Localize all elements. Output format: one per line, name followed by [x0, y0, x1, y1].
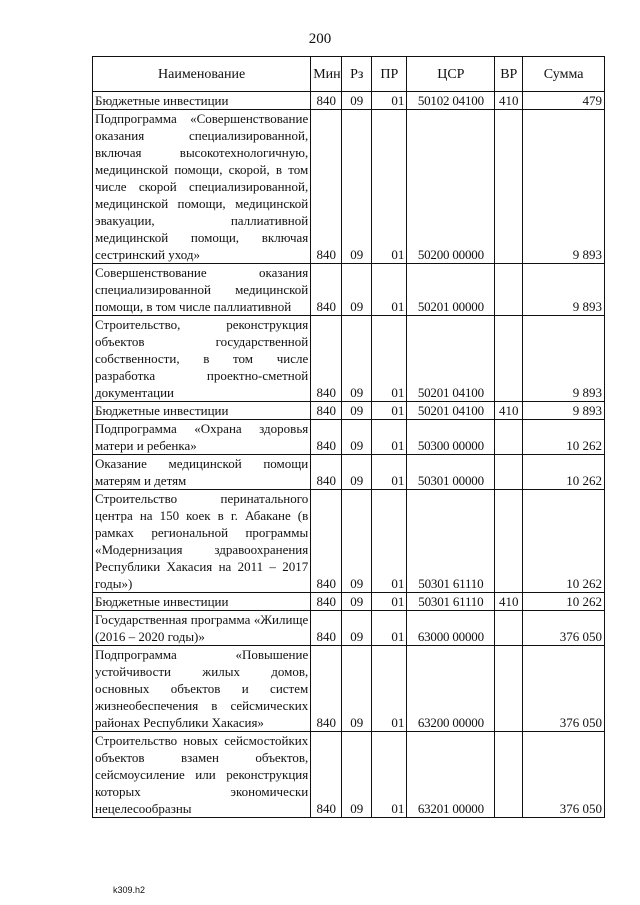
cell-csr: 50201 00000	[407, 264, 495, 316]
table-row	[93, 316, 605, 402]
cell-rz: 09	[342, 490, 372, 593]
cell-sum: 376 050	[523, 732, 605, 818]
table-row	[93, 455, 605, 490]
table-row	[93, 611, 605, 646]
table-row	[93, 490, 605, 593]
cell-name: Оказание медицинской помощи матерям и детям	[93, 455, 311, 490]
cell-rz: 09	[342, 110, 372, 264]
header-vr: ВР	[495, 57, 523, 92]
cell-csr: 50301 00000	[407, 455, 495, 490]
cell-name: Подпрограмма «Совершенствование оказания специализированной, включая высокотехнологичную, медицинской помощи, скорой, в том числе скорой специализированной, медицинской помощи, медицинской эвакуации, паллиативной медицинской помощи, включая сестринский уход»	[93, 110, 311, 264]
cell-pr: 01	[372, 490, 407, 593]
cell-min: 840	[311, 316, 342, 402]
cell-vr: 410	[495, 593, 523, 611]
table-row	[93, 593, 605, 611]
cell-pr: 01	[372, 316, 407, 402]
cell-sum: 10 262	[523, 420, 605, 455]
cell-vr	[495, 732, 523, 818]
cell-rz: 09	[342, 420, 372, 455]
cell-sum: 9 893	[523, 264, 605, 316]
cell-sum: 9 893	[523, 316, 605, 402]
cell-vr	[495, 316, 523, 402]
cell-sum: 10 262	[523, 593, 605, 611]
cell-vr: 410	[495, 92, 523, 110]
cell-pr: 01	[372, 420, 407, 455]
cell-rz: 09	[342, 732, 372, 818]
cell-min: 840	[311, 611, 342, 646]
cell-csr: 50301 61110	[407, 593, 495, 611]
header-min: Мин	[311, 57, 342, 92]
table-row	[93, 92, 605, 110]
cell-min: 840	[311, 646, 342, 732]
cell-name: Строительство перинатального центра на 150 коек в г. Абакане (в рамках региональной программы «Модернизация здравоохранения Республики Хакасия на 2011 – 2017 годы»)	[93, 490, 311, 593]
cell-pr: 01	[372, 646, 407, 732]
cell-vr	[495, 646, 523, 732]
cell-name: Совершенствование оказания специализированной медицинской помощи, в том числе паллиативной	[93, 264, 311, 316]
cell-min: 840	[311, 92, 342, 110]
cell-vr	[495, 455, 523, 490]
page-number: 200	[308, 31, 332, 47]
cell-min: 840	[311, 490, 342, 593]
cell-min: 840	[311, 732, 342, 818]
cell-sum: 376 050	[523, 611, 605, 646]
table-row	[93, 420, 605, 455]
cell-vr: 410	[495, 402, 523, 420]
cell-csr: 50201 04100	[407, 402, 495, 420]
cell-name: Строительство новых сейсмостойких объектов взамен объектов, сейсмоусиление или реконструкция которых экономически нецелесообразны	[93, 732, 311, 818]
cell-vr	[495, 110, 523, 264]
cell-rz: 09	[342, 402, 372, 420]
cell-name: Подпрограмма «Повышение устойчивости жилых домов, основных объектов и систем жизнеобеспечения в сейсмических районах Республики Хакасия»	[93, 646, 311, 732]
cell-vr	[495, 611, 523, 646]
cell-pr: 01	[372, 402, 407, 420]
cell-pr: 01	[372, 264, 407, 316]
cell-pr: 01	[372, 110, 407, 264]
cell-name: Бюджетные инвестиции	[93, 92, 311, 110]
budget-table	[92, 56, 605, 818]
cell-sum: 9 893	[523, 110, 605, 264]
cell-sum: 376 050	[523, 646, 605, 732]
table-row	[93, 646, 605, 732]
cell-min: 840	[311, 110, 342, 264]
cell-rz: 09	[342, 593, 372, 611]
cell-min: 840	[311, 455, 342, 490]
cell-min: 840	[311, 593, 342, 611]
header-rz: Рз	[342, 57, 372, 92]
cell-pr: 01	[372, 593, 407, 611]
cell-vr	[495, 264, 523, 316]
cell-name: Строительство, реконструкция объектов государственной собственности, в том числе разработка проектно-сметной документации	[93, 316, 311, 402]
cell-vr	[495, 420, 523, 455]
cell-pr: 01	[372, 92, 407, 110]
table-row	[93, 264, 605, 316]
cell-csr: 50200 00000	[407, 110, 495, 264]
cell-rz: 09	[342, 316, 372, 402]
cell-csr: 63200 00000	[407, 646, 495, 732]
cell-min: 840	[311, 420, 342, 455]
cell-name: Подпрограмма «Охрана здоровья матери и ребенка»	[93, 420, 311, 455]
cell-min: 840	[311, 264, 342, 316]
cell-sum: 10 262	[523, 490, 605, 593]
cell-name: Бюджетные инвестиции	[93, 402, 311, 420]
cell-rz: 09	[342, 92, 372, 110]
header-csr: ЦСР	[407, 57, 495, 92]
cell-name: Государственная программа «Жилище (2016 – 2020 годы)»	[93, 611, 311, 646]
cell-csr: 50201 04100	[407, 316, 495, 402]
table-row	[93, 732, 605, 818]
cell-csr: 63201 00000	[407, 732, 495, 818]
cell-sum: 9 893	[523, 402, 605, 420]
table-header-row	[93, 57, 605, 92]
footer-code: k309.h2	[113, 885, 146, 895]
cell-csr: 50300 00000	[407, 420, 495, 455]
cell-rz: 09	[342, 264, 372, 316]
cell-sum: 10 262	[523, 455, 605, 490]
header-name: Наименование	[93, 57, 311, 92]
cell-rz: 09	[342, 646, 372, 732]
cell-csr: 63000 00000	[407, 611, 495, 646]
cell-pr: 01	[372, 455, 407, 490]
cell-vr	[495, 490, 523, 593]
table-row	[93, 110, 605, 264]
table-row	[93, 402, 605, 420]
header-pr: ПР	[372, 57, 407, 92]
cell-name: Бюджетные инвестиции	[93, 593, 311, 611]
cell-pr: 01	[372, 732, 407, 818]
cell-rz: 09	[342, 611, 372, 646]
cell-csr: 50102 04100	[407, 92, 495, 110]
cell-csr: 50301 61110	[407, 490, 495, 593]
header-sum: Сумма	[523, 57, 605, 92]
cell-pr: 01	[372, 611, 407, 646]
cell-min: 840	[311, 402, 342, 420]
cell-sum: 479	[523, 92, 605, 110]
cell-rz: 09	[342, 455, 372, 490]
